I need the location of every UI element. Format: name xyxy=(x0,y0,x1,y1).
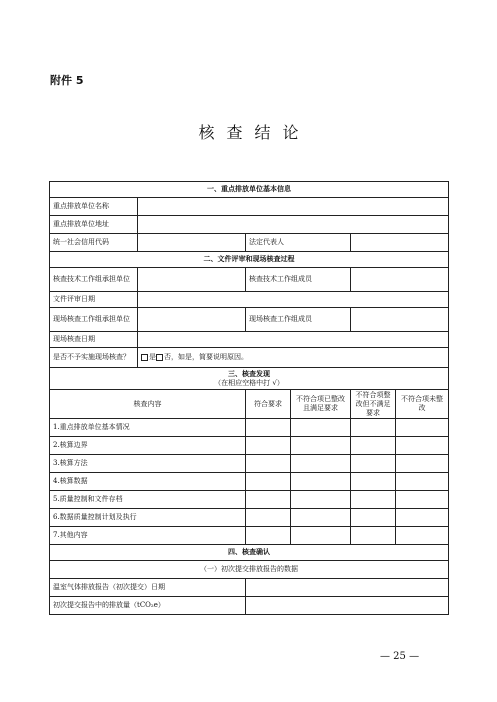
finding-not-met-cell[interactable] xyxy=(351,473,396,491)
legal-rep-value[interactable] xyxy=(351,234,449,252)
report-emissions-label: 初次提交报告中的排放量（tCO₂e） xyxy=(50,597,246,615)
finding-not-rectified-cell[interactable] xyxy=(396,473,449,491)
finding-row xyxy=(50,473,449,491)
finding-row xyxy=(50,527,449,545)
finding-not-met-cell[interactable] xyxy=(351,419,396,437)
verification-table xyxy=(49,181,449,615)
finding-rectified-cell[interactable] xyxy=(291,437,351,455)
section3-heading-cell xyxy=(50,368,449,390)
section4-subheading: （一）初次提交排放报告的数据 xyxy=(50,561,449,579)
unit-name-value[interactable] xyxy=(138,198,449,216)
finding-not-met-cell[interactable] xyxy=(351,455,396,473)
tech-group-unit-label: 核查技术工作组承担单位 xyxy=(50,268,138,292)
finding-not-met-cell[interactable] xyxy=(351,437,396,455)
yes-checkbox[interactable] xyxy=(141,354,148,361)
finding-rectified-cell[interactable] xyxy=(291,455,351,473)
findings-rows xyxy=(50,419,449,545)
no-site-check-label: 是否不予实施现场核查？ xyxy=(50,348,138,368)
credit-code-value[interactable] xyxy=(138,234,246,252)
finding-compliant-cell[interactable] xyxy=(246,473,291,491)
tech-group-unit-value[interactable] xyxy=(138,268,246,292)
yes-label: 是 xyxy=(149,353,156,362)
finding-item-label: 4.核算数据 xyxy=(50,473,246,491)
col-content-header: 核查内容 xyxy=(50,390,246,419)
finding-compliant-cell[interactable] xyxy=(246,455,291,473)
finding-item-label: 2.核算边界 xyxy=(50,437,246,455)
finding-not-met-cell[interactable] xyxy=(351,527,396,545)
site-group-unit-value[interactable] xyxy=(138,308,246,332)
finding-rectified-cell[interactable] xyxy=(291,419,351,437)
finding-row xyxy=(50,437,449,455)
doc-review-date-value[interactable] xyxy=(138,292,449,308)
attachment-label: 附件 5 xyxy=(50,74,84,87)
unit-address-label: 重点排放单位地址 xyxy=(50,216,138,234)
finding-item-label: 3.核算方法 xyxy=(50,455,246,473)
tech-group-members-value[interactable] xyxy=(351,268,449,292)
site-check-date-value[interactable] xyxy=(138,332,449,348)
legal-rep-label: 法定代表人 xyxy=(246,234,351,252)
credit-code-label: 统一社会信用代码 xyxy=(50,234,138,252)
unit-name-label: 重点排放单位名称 xyxy=(50,198,138,216)
report-date-label: 温室气体排放报告（初次提交）日期 xyxy=(50,579,246,597)
finding-not-rectified-cell[interactable] xyxy=(396,509,449,527)
finding-item-label: 7.其他内容 xyxy=(50,527,246,545)
finding-compliant-cell[interactable] xyxy=(246,509,291,527)
finding-rectified-cell[interactable] xyxy=(291,527,351,545)
no-checkbox[interactable] xyxy=(156,354,163,361)
finding-compliant-cell[interactable] xyxy=(246,437,291,455)
finding-item-label: 6.数据质量控制计划及执行 xyxy=(50,509,246,527)
finding-not-rectified-cell[interactable] xyxy=(396,491,449,509)
finding-not-rectified-cell[interactable] xyxy=(396,527,449,545)
finding-compliant-cell[interactable] xyxy=(246,527,291,545)
section3-heading: 三、核查发现 xyxy=(228,368,270,378)
finding-item-label: 1.重点排放单位基本情况 xyxy=(50,419,246,437)
site-group-members-label: 现场核查工作组成员 xyxy=(246,308,351,332)
col-rectified-header: 不符合项已整改且满足要求 xyxy=(291,390,351,419)
finding-rectified-cell[interactable] xyxy=(291,491,351,509)
finding-not-met-cell[interactable] xyxy=(351,509,396,527)
section1-heading: 一、重点排放单位基本信息 xyxy=(50,182,449,198)
col-not-met-header: 不符合项整改但不满足要求 xyxy=(351,390,396,419)
site-group-unit-label: 现场核查工作组承担单位 xyxy=(50,308,138,332)
no-site-check-options xyxy=(138,348,449,368)
finding-not-rectified-cell[interactable] xyxy=(396,437,449,455)
finding-compliant-cell[interactable] xyxy=(246,491,291,509)
section3-subheading: （在相应空格中打 √） xyxy=(214,378,284,387)
finding-not-rectified-cell[interactable] xyxy=(396,455,449,473)
col-not-rectified-header: 不符合项未整改 xyxy=(396,390,449,419)
finding-item-label: 5.质量控制和文件存档 xyxy=(50,491,246,509)
finding-row xyxy=(50,419,449,437)
no-label: 否 xyxy=(164,353,171,362)
col-compliant-header: 符合要求 xyxy=(246,390,291,419)
finding-rectified-cell[interactable] xyxy=(291,473,351,491)
tech-group-members-label: 核查技术工作组成员 xyxy=(246,268,351,292)
finding-not-rectified-cell[interactable] xyxy=(396,419,449,437)
explain-text: ，如是，简要说明原因。 xyxy=(171,353,248,362)
finding-not-met-cell[interactable] xyxy=(351,491,396,509)
unit-address-value[interactable] xyxy=(138,216,449,234)
site-group-members-value[interactable] xyxy=(351,308,449,332)
finding-row xyxy=(50,491,449,509)
section4-heading: 四、核查确认 xyxy=(50,545,449,561)
report-emissions-value[interactable] xyxy=(246,597,449,615)
finding-row xyxy=(50,455,449,473)
page-title: 核查结论 xyxy=(198,123,311,142)
page-number: — 25 — xyxy=(380,651,420,662)
finding-compliant-cell[interactable] xyxy=(246,419,291,437)
site-check-date-label: 现场核查日期 xyxy=(50,332,138,348)
finding-row xyxy=(50,509,449,527)
doc-review-date-label: 文件评审日期 xyxy=(50,292,138,308)
report-date-value[interactable] xyxy=(246,579,449,597)
section2-heading: 二、文件评审和现场核查过程 xyxy=(50,252,449,268)
finding-rectified-cell[interactable] xyxy=(291,509,351,527)
